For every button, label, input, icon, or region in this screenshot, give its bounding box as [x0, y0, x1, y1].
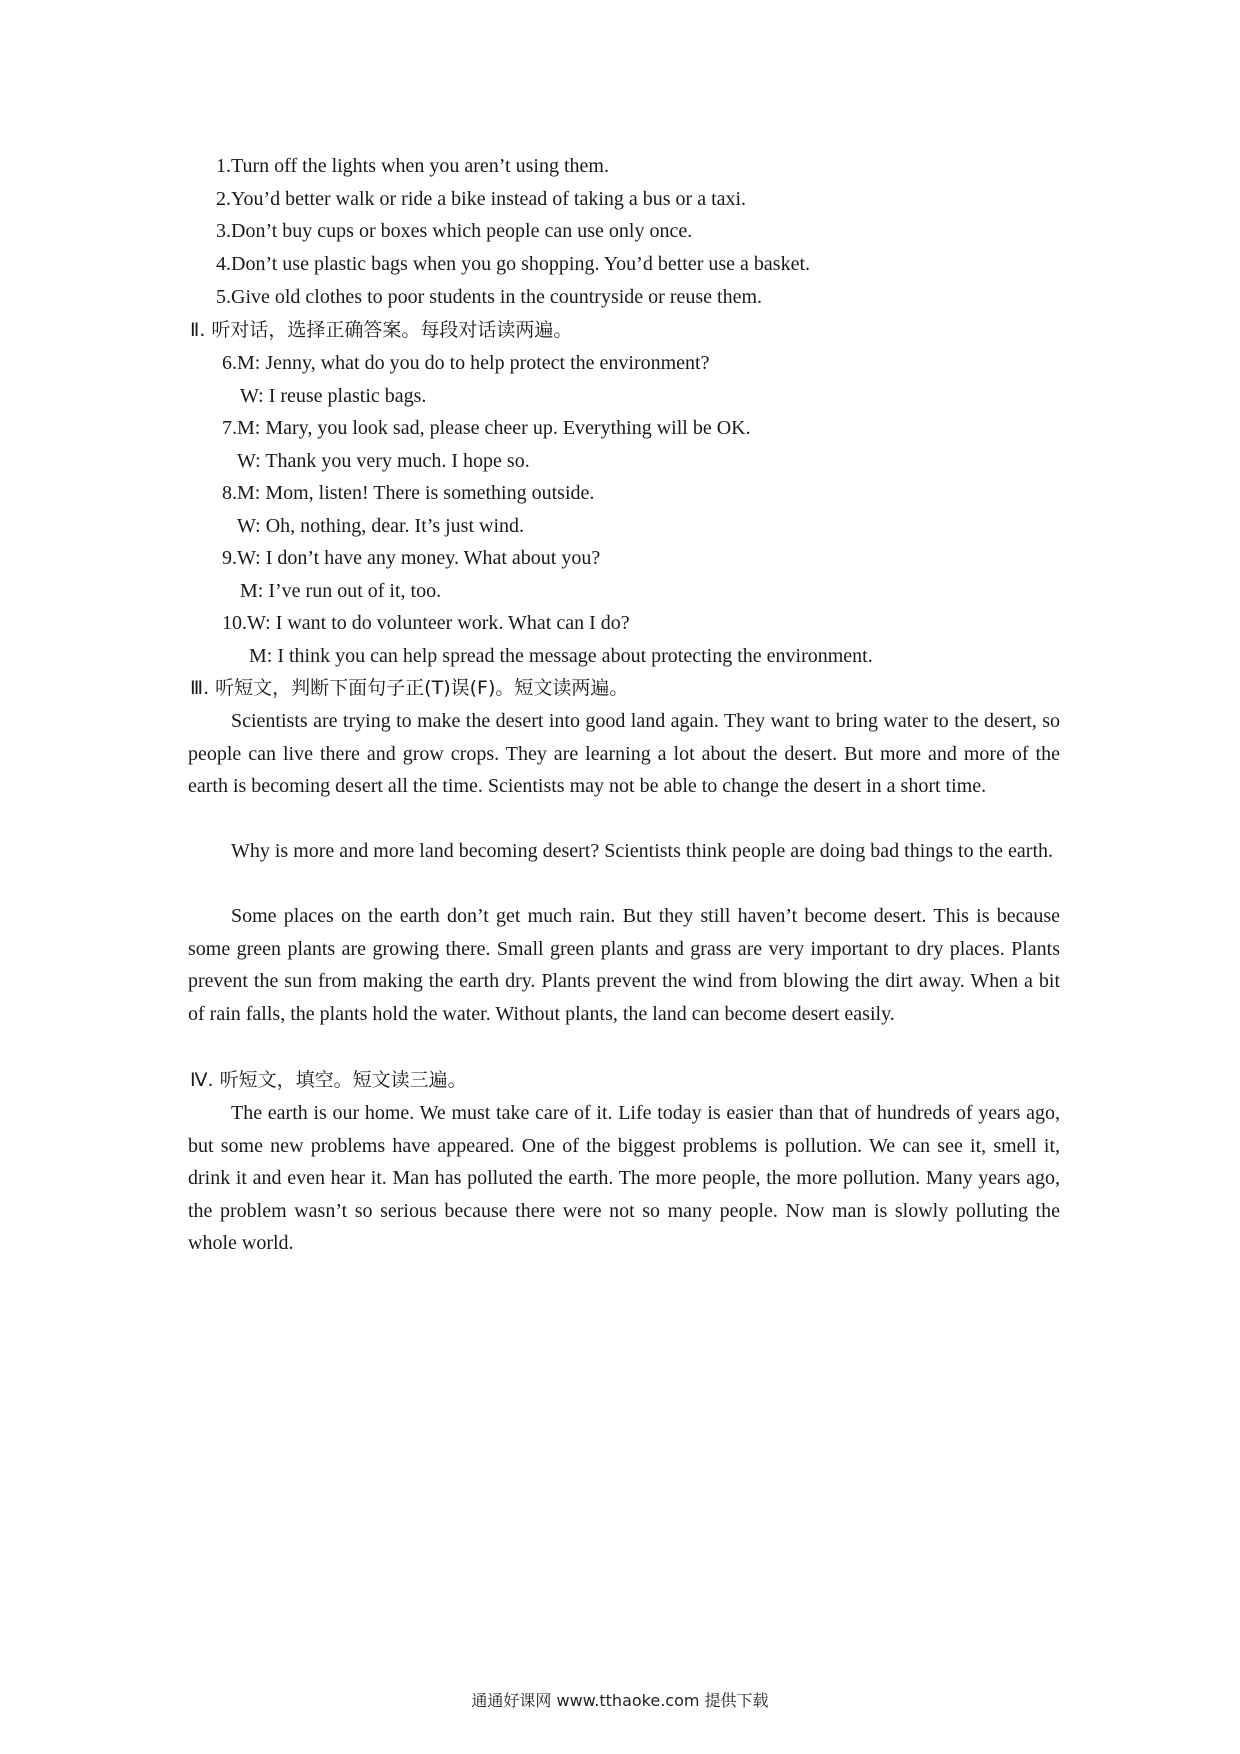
dialogue-6-question: 6.M: Jenny, what do you do to help protect the environment?: [222, 352, 710, 374]
section-3-heading: Ⅲ. 听短文，判断下面句子正(T)误(F)。短文读两遍。: [190, 677, 629, 699]
dialogue-6-answer: W: I reuse plastic bags.: [240, 385, 427, 407]
dialogue-10-answer: M: I think you can help spread the message about protecting the environment.: [249, 645, 873, 667]
item-3: 3.Don’t buy cups or boxes which people can use only once.: [216, 220, 693, 242]
dialogue-10-question: 10.W: I want to do volunteer work. What can I do?: [222, 612, 630, 634]
section-2-heading: Ⅱ. 听对话，选择正确答案。每段对话读两遍。: [190, 319, 573, 341]
item-1: 1.Turn off the lights when you aren’t using them.: [216, 155, 609, 177]
section-3-paragraph-1: Scientists are trying to make the desert into good land again. They want to bring water to the desert, so people can live there and grow crops. They are learning a lot about the desert. But more and more of the earth is becoming desert all the time. Scientists may not be able to change the desert in a short time.: [188, 710, 1060, 798]
dialogue-7-answer: W: Thank you very much. I hope so.: [237, 450, 530, 472]
item-4: 4.Don’t use plastic bags when you go shopping. You’d better use a basket.: [216, 253, 811, 275]
section-4-paragraph-1: The earth is our home. We must take care of it. Life today is easier than that of hundreds of years ago, but some new problems have appeared. One of the biggest problems is pollution. We can see it, smell it, drink it and even hear it. Man has polluted the earth. The more people, the more pollution. Many years ago, the problem wasn’t so serious because there were not so many people. Now man is slowly polluting the whole world.: [188, 1102, 1060, 1255]
dialogue-8-question: 8.M: Mom, listen! There is something outside.: [222, 482, 595, 504]
item-5: 5.Give old clothes to poor students in the countryside or reuse them.: [216, 286, 763, 308]
item-2: 2.You’d better walk or ride a bike instead of taking a bus or a taxi.: [216, 188, 747, 210]
section-3-paragraph-3: Some places on the earth don’t get much rain. But they still haven’t become desert. This is because some green plants are growing there. Small green plants and grass are very important to dry places. Plants prevent the sun from making the earth dry. Plants prevent the wind from blowing the dirt away. When a bit of rain falls, the plants hold the water. Without plants, the land can become desert easily.: [188, 905, 1060, 1025]
dialogue-9-answer: M: I’ve run out of it, too.: [240, 580, 442, 602]
page-footer: 通通好课网 www.tthaoke.com 提供下载: [471, 1691, 769, 1710]
section-4-heading: Ⅳ. 听短文，填空。短文读三遍。: [190, 1069, 467, 1091]
dialogue-8-answer: W: Oh, nothing, dear. It’s just wind.: [237, 515, 525, 537]
section-3-paragraph-2: Why is more and more land becoming desert? Scientists think people are doing bad things to the earth.: [231, 840, 1054, 862]
dialogue-7-question: 7.M: Mary, you look sad, please cheer up. Everything will be OK.: [222, 417, 751, 439]
dialogue-9-question: 9.W: I don’t have any money. What about you?: [222, 547, 601, 569]
